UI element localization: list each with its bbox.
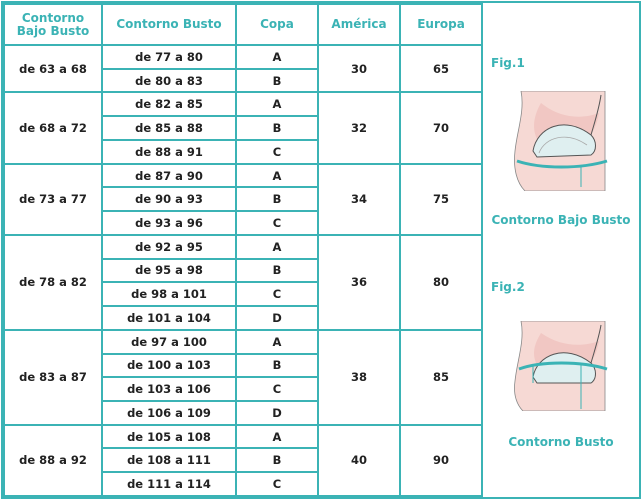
- cell-busto: de 95 a 98: [102, 259, 236, 283]
- cell-busto: de 103 a 106: [102, 377, 236, 401]
- cell-busto: de 92 a 95: [102, 235, 236, 259]
- cell-busto: de 90 a 93: [102, 187, 236, 211]
- cell-copa: D: [236, 401, 318, 425]
- cell-america: 40: [318, 425, 400, 496]
- cell-america: 36: [318, 235, 400, 330]
- cell-copa: A: [236, 164, 318, 188]
- cell-bajo-busto: de 63 a 68: [4, 45, 102, 92]
- cell-copa: A: [236, 235, 318, 259]
- cell-copa: A: [236, 45, 318, 69]
- size-chart: [1, 1, 641, 499]
- header-contorno-busto: Contorno Busto: [102, 4, 236, 45]
- cell-copa: B: [236, 187, 318, 211]
- cell-busto: de 105 a 108: [102, 425, 236, 449]
- table-row: [4, 45, 482, 69]
- cell-copa: B: [236, 116, 318, 140]
- header-contorno-bajo-busto: Contorno Bajo Busto: [4, 4, 102, 45]
- cell-bajo-busto: de 73 a 77: [4, 164, 102, 235]
- cell-busto: de 82 a 85: [102, 92, 236, 116]
- cell-copa: C: [236, 282, 318, 306]
- cell-europa: 75: [400, 164, 482, 235]
- cell-europa: 80: [400, 235, 482, 330]
- cell-busto: de 77 a 80: [102, 45, 236, 69]
- cell-copa: C: [236, 211, 318, 235]
- cell-copa: B: [236, 259, 318, 283]
- cell-busto: de 93 a 96: [102, 211, 236, 235]
- fig1-label: Fig.1: [491, 56, 525, 70]
- header-europa: Europa: [400, 4, 482, 45]
- cell-america: 30: [318, 45, 400, 92]
- figures-panel: [483, 3, 639, 497]
- fig2-label: Fig.2: [491, 280, 525, 294]
- cell-busto: de 80 a 83: [102, 69, 236, 93]
- cell-busto: de 97 a 100: [102, 330, 236, 354]
- cell-busto: de 98 a 101: [102, 282, 236, 306]
- table-row: [4, 235, 482, 259]
- cell-europa: 70: [400, 92, 482, 163]
- cell-america: 38: [318, 330, 400, 425]
- cell-copa: B: [236, 69, 318, 93]
- cell-busto: de 101 a 104: [102, 306, 236, 330]
- table-row: [4, 164, 482, 188]
- table-row: [4, 330, 482, 354]
- cell-bajo-busto: de 78 a 82: [4, 235, 102, 330]
- cell-america: 32: [318, 92, 400, 163]
- cell-bajo-busto: de 83 a 87: [4, 330, 102, 425]
- header-copa: Copa: [236, 4, 318, 45]
- cell-copa: B: [236, 448, 318, 472]
- cell-bajo-busto: de 88 a 92: [4, 425, 102, 496]
- cell-busto: de 106 a 109: [102, 401, 236, 425]
- cell-busto: de 111 a 114: [102, 472, 236, 496]
- bust-illustration: [511, 321, 611, 411]
- table-row: [4, 92, 482, 116]
- cell-europa: 65: [400, 45, 482, 92]
- cell-copa: C: [236, 472, 318, 496]
- size-table: [3, 3, 483, 497]
- cell-busto: de 87 a 90: [102, 164, 236, 188]
- cell-america: 34: [318, 164, 400, 235]
- cell-copa: C: [236, 377, 318, 401]
- header-row: [4, 4, 482, 45]
- underbust-illustration: [511, 91, 611, 191]
- table-row: [4, 425, 482, 449]
- cell-bajo-busto: de 68 a 72: [4, 92, 102, 163]
- cell-copa: A: [236, 92, 318, 116]
- cell-copa: B: [236, 354, 318, 378]
- cell-copa: C: [236, 140, 318, 164]
- fig1-caption: Contorno Bajo Busto: [491, 213, 631, 227]
- cell-busto: de 85 a 88: [102, 116, 236, 140]
- cell-busto: de 100 a 103: [102, 354, 236, 378]
- cell-busto: de 108 a 111: [102, 448, 236, 472]
- header-america: América: [318, 4, 400, 45]
- cell-copa: A: [236, 330, 318, 354]
- cell-copa: D: [236, 306, 318, 330]
- cell-copa: A: [236, 425, 318, 449]
- fig2-caption: Contorno Busto: [508, 435, 614, 449]
- cell-busto: de 88 a 91: [102, 140, 236, 164]
- table-body: [4, 45, 482, 496]
- cell-europa: 90: [400, 425, 482, 496]
- cell-europa: 85: [400, 330, 482, 425]
